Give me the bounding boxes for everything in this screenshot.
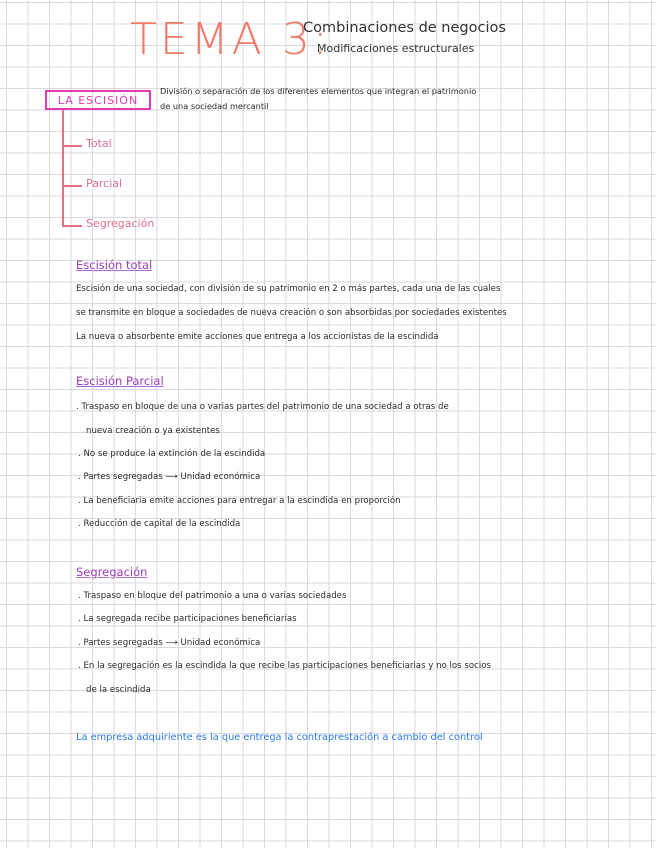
text-line: . Traspaso en bloque de una o varias partes del patrimonio de una sociedad a otras de	[76, 402, 449, 412]
text-line: . Traspaso en bloque del patrimonio a una o varias sociedades	[78, 591, 347, 601]
text-line: La nueva o absorbente emite acciones que entrega a los accionistas de la escindida	[76, 332, 439, 342]
text-line: de la escindida	[86, 685, 151, 695]
tree-branch-line-segregacion	[62, 225, 82, 227]
tree-trunk	[62, 110, 64, 227]
heading-segregacion: Segregación	[76, 565, 148, 579]
text-line: se transmite en bloque a sociedades de nueva creación o son absorbidas por sociedades existentes	[76, 308, 507, 318]
text-line: nueva creación o ya existentes	[86, 426, 220, 436]
text-line: . Partes segregadas ⟶ Unidad económica	[78, 472, 261, 482]
tree-branch-line-parcial	[62, 185, 82, 187]
definition-line-1: División o separación de los diferentes elementos que integran el patrimonio	[160, 86, 477, 96]
heading-escision-total: Escisión total	[76, 258, 153, 272]
branch-total: Total	[86, 137, 112, 150]
text-line: . La segregada recibe participaciones beneficiarias	[78, 614, 297, 624]
text-line: . La beneficiaria emite acciones para entregar a la escindida en proporción	[78, 496, 401, 506]
branch-parcial: Parcial	[86, 177, 123, 190]
subtitle-secondary: Modificaciones estructurales	[317, 42, 475, 55]
text-line: . En la segregación es la escindida la que recibe las participaciones beneficiarias y no los socios	[78, 661, 491, 671]
page-title: TEMA 3:	[130, 14, 331, 65]
tree-branch-line-total	[62, 145, 82, 147]
section-box-escision	[45, 90, 151, 110]
text-line: Escisión de una sociedad, con división de su patrimonio en 2 o más partes, cada una de las cuales	[76, 284, 501, 294]
heading-escision-parcial: Escisión Parcial	[76, 374, 164, 388]
definition-line-2: de una sociedad mercantil	[160, 101, 269, 111]
text-line: . No se produce la extinción de la escindida	[78, 449, 266, 459]
branch-segregacion: Segregación	[86, 217, 155, 230]
text-line: . Reducción de capital de la escindida	[78, 519, 241, 529]
text-line: . Partes segregadas ⟶ Unidad económica	[78, 638, 261, 648]
footer-note: La empresa adquiriente es la que entrega la contraprestación a cambio del control	[76, 732, 483, 743]
subtitle-main: Combinaciones de negocios	[303, 20, 506, 36]
box-label: LA ESCISIÓN	[57, 93, 139, 107]
